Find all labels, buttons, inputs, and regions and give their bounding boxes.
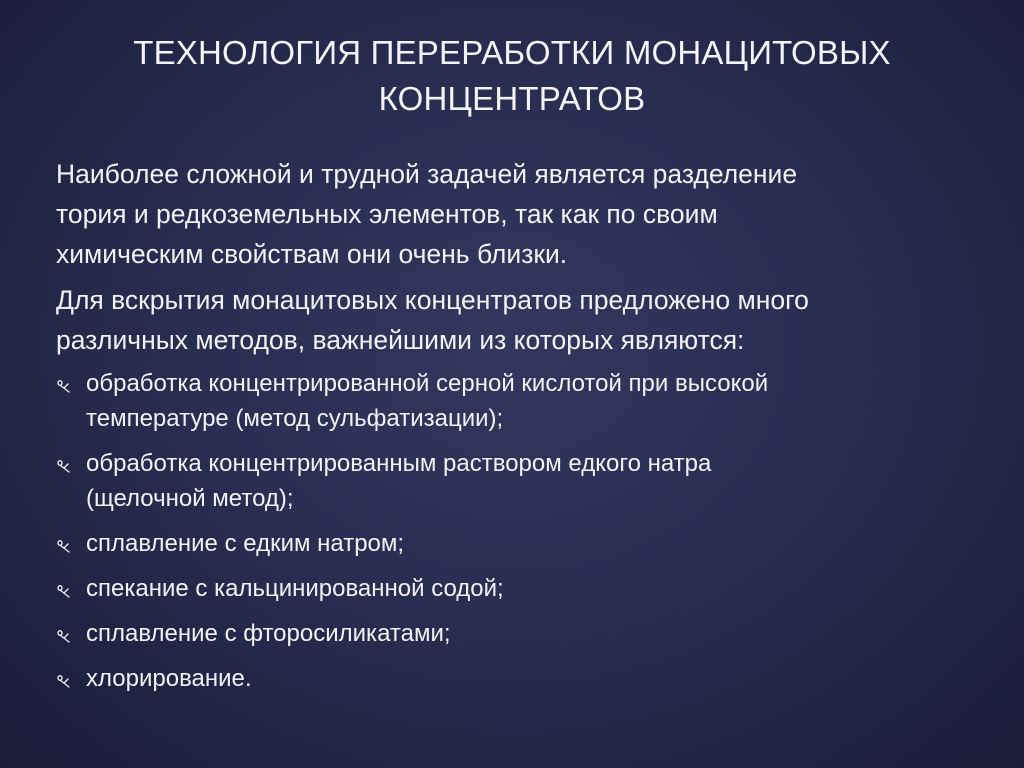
- list-item: [56, 446, 976, 516]
- list-item-line: сплавление с едким натром;: [86, 530, 405, 557]
- methods-intro-paragraph: [56, 280, 976, 360]
- list-item: [56, 616, 976, 651]
- list-item-line: сплавление с фторосиликатами;: [86, 620, 451, 647]
- list-item: [56, 366, 976, 436]
- list-item: [56, 526, 976, 561]
- methods-list: [56, 366, 976, 696]
- list-item: [56, 661, 976, 696]
- paragraph-line: различных методов, важнейшими из которых являются:: [56, 325, 745, 355]
- slide-title-line: ТЕХНОЛОГИЯ ПЕРЕРАБОТКИ МОНАЦИТОВЫХ: [133, 34, 891, 71]
- slide-body: [56, 154, 976, 706]
- list-item: [56, 571, 976, 606]
- paragraph-line: химическим свойствам они очень близки.: [56, 239, 568, 269]
- curl-bullet-icon: [56, 628, 72, 644]
- list-item-line: спекание с кальцинированной содой;: [86, 575, 504, 602]
- curl-bullet-icon: [56, 673, 72, 689]
- curl-bullet-icon: [56, 458, 72, 474]
- curl-bullet-icon: [56, 538, 72, 554]
- list-item-line: (щелочной метод);: [86, 485, 294, 512]
- list-item-line: обработка концентрированной серной кислотой при высокой: [86, 370, 769, 397]
- slide-title-line: КОНЦЕНТРАТОВ: [378, 80, 646, 117]
- curl-bullet-icon: [56, 378, 72, 394]
- curl-bullet-icon: [56, 583, 72, 599]
- paragraph-line: тория и редкоземельных элементов, так как по своим: [56, 199, 718, 229]
- list-item-line: температуре (метод сульфатизации);: [86, 405, 504, 432]
- paragraph-line: Наиболее сложной и трудной задачей является разделение: [56, 159, 798, 189]
- paragraph-line: Для вскрытия монацитовых концентратов предложено много: [56, 285, 809, 315]
- list-item-line: обработка концентрированным раствором едкого натра: [86, 450, 712, 477]
- slide-title: [80, 30, 944, 122]
- intro-paragraph: [56, 154, 976, 274]
- list-item-line: хлорирование.: [86, 665, 252, 692]
